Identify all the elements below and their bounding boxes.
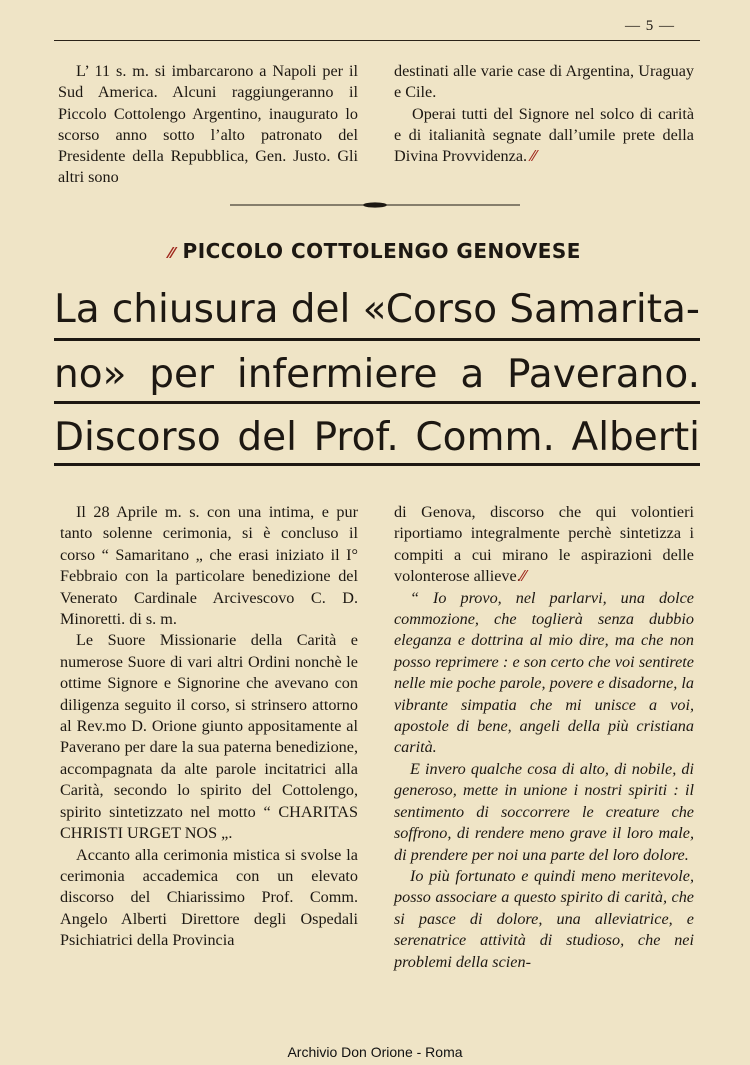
article-paragraph bbox=[394, 502, 694, 588]
headline-word: del bbox=[237, 415, 297, 460]
headline-word: infermiere bbox=[236, 352, 438, 397]
top-right-paragraph-2 bbox=[394, 104, 694, 168]
headline-underline-1 bbox=[54, 338, 700, 341]
headline-word: a bbox=[460, 352, 485, 397]
headline-line-2 bbox=[54, 350, 700, 400]
article-paragraph: Il 28 Aprile m. s. con una intima, e pur tanto solenne cerimonia, si è concluso il corso “ Samaritano „ che erasi iniziato il I° Febbraio con la particolare benedizione del Venerato Cardinale Arcivescovo C. D. Minoretti. di s. m. bbox=[60, 503, 358, 629]
article-left-column bbox=[60, 502, 358, 952]
headline-word: Alberti bbox=[571, 415, 700, 460]
headline-word: Paverano. bbox=[507, 352, 700, 397]
headline-underline-3 bbox=[54, 463, 700, 466]
headline-word: no» bbox=[54, 352, 127, 397]
page-number: — 5 — bbox=[625, 18, 675, 34]
headline-word: chiusura bbox=[111, 287, 279, 332]
top-right-column bbox=[394, 61, 694, 167]
section-subtitle-text: PICCOLO COTTOLENGO GENOVESE bbox=[182, 239, 581, 263]
headline-word: Prof. bbox=[313, 415, 399, 460]
headline-word: Discorso bbox=[54, 415, 221, 460]
headline-word: Samarita- bbox=[509, 287, 700, 332]
headline-line-1 bbox=[54, 285, 700, 335]
ornament-divider bbox=[230, 199, 520, 211]
quote-paragraph: “ Io provo, nel parlarvi, una dolce commozione, che toglierà senza dubbio eleganza e dottrina al mio dire, ma che non posso reprimere : e son certo che voi sentirete nelle mie poche parole, povere e disadorne, la vibrante simpatia che mi unisce a voi, apostole di bene, angeli della più cristiana carità. bbox=[394, 588, 694, 757]
headline-word: «Corso bbox=[362, 287, 498, 332]
headline-word: del bbox=[290, 287, 351, 332]
archive-footer: Archivio Don Orione - Roma bbox=[287, 1044, 463, 1060]
headline-line-3 bbox=[54, 413, 700, 463]
top-left-column bbox=[58, 61, 358, 189]
article-paragraph-text: di Genova, discorso che qui volontieri riportiamo integralmente perchè sintetizza i compiti a cui mirano le aspirazioni delle volonterose allieve. bbox=[394, 503, 694, 586]
pencil-mark-icon: ⁄⁄ bbox=[520, 567, 526, 586]
pencil-mark-icon: ⁄⁄ bbox=[531, 147, 537, 166]
section-subtitle bbox=[0, 239, 750, 263]
quote-paragraph: Io più fortunato e quindi meno meritevole, posso associare a questo spirito di carità, che si pasce di dolore, una alleviatrice, e serenatrice attività di studioso, che nei problemi della scien- bbox=[394, 866, 694, 971]
top-left-paragraph: L’ 11 s. m. si imbarcarono a Napoli per il Sud America. Alcuni raggiungeranno il Piccolo Cottolengo Argentino, inaugurato lo scorso anno sotto l’alto patronato del Presidente della Repubblica, Gen. Justo. Gli altri sono bbox=[58, 62, 358, 187]
top-right-paragraph-2-text: Operai tutti del Signore nel solco di carità e di italianità segnate dall’umile prete della Divina Provvidenza. bbox=[394, 104, 694, 166]
headline-underline-2 bbox=[54, 401, 700, 404]
top-right-paragraph-1: destinati alle varie case di Argentina, Uraguay e Cile. bbox=[394, 62, 694, 102]
pencil-mark-icon: ⁄⁄ bbox=[169, 244, 176, 262]
headline-word: La bbox=[54, 287, 100, 332]
quote-paragraph: E invero qualche cosa di alto, di nobile, di generoso, mette in unione i nostri spiriti : il sentimento di soccorrere le creature che soffrono, di rendere meno grave il loro male, di prendere per noi una parte del loro dolore. bbox=[394, 759, 694, 864]
header-rule bbox=[54, 40, 700, 41]
headline-word: per bbox=[149, 352, 215, 397]
article-paragraph: Le Suore Missionarie della Carità e numerose Suore di vari altri Ordini nonchè le ottime Signore e Signorine che avevano con diligenza seguito il corso, si strinsero attorno al Rev.mo D. Orione giunto appositamente al Paverano per dare la sua paterna benedizione, accompagnata da alte parole incitatrici alla Carità, secondo lo spirito del Cottolengo, spirito sintetizzato nel motto “ CHARITAS CHRISTI URGET NOS „. bbox=[60, 631, 358, 843]
article-right-column bbox=[394, 502, 694, 973]
article-paragraph: Accanto alla cerimonia mistica si svolse la cerimonia accademica con un elevato discorso del Chiarissimo Prof. Comm. Angelo Alberti Direttore degli Ospedali Psichiatrici della Provincia bbox=[60, 845, 358, 950]
headline-word: Comm. bbox=[415, 415, 555, 460]
